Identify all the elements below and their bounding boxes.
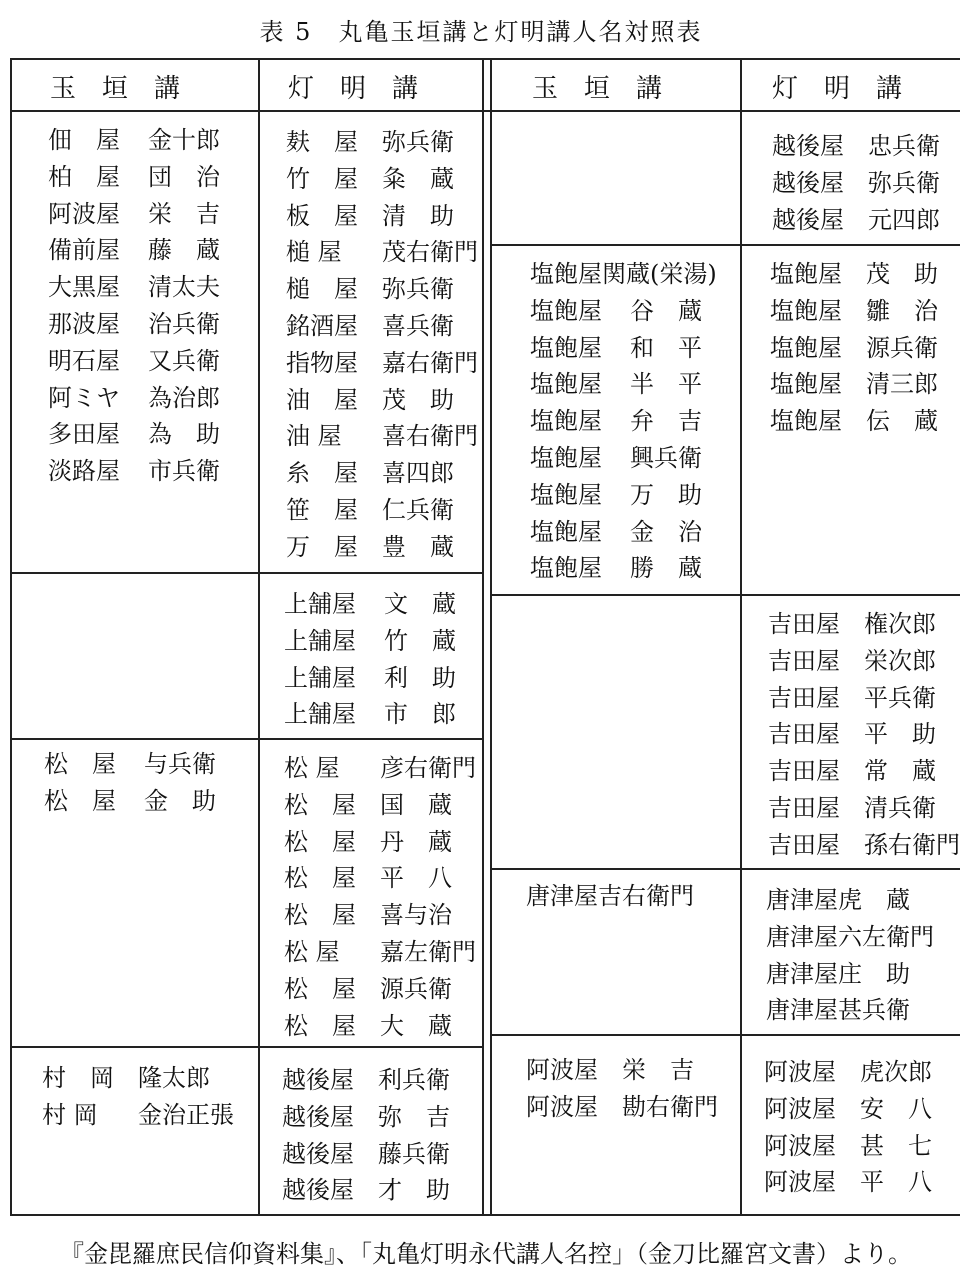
person-name: 竹 蔵 bbox=[384, 626, 456, 655]
shop-name: 越後屋 bbox=[282, 1066, 354, 1094]
person-name: 清三郎 bbox=[866, 370, 938, 399]
name-row bbox=[766, 882, 934, 919]
right-col-divider bbox=[740, 58, 742, 1216]
name-row bbox=[768, 680, 960, 717]
table-top-border bbox=[10, 58, 960, 60]
shop-name: 吉田屋 bbox=[768, 830, 840, 859]
shop-name: 吉田屋 bbox=[768, 720, 840, 749]
left-group-4-tomyo bbox=[282, 1062, 450, 1209]
name-row bbox=[284, 696, 456, 733]
right-group-5-tamagaki bbox=[526, 1052, 718, 1126]
name-row bbox=[48, 196, 220, 233]
person-name: 金 助 bbox=[144, 786, 216, 815]
name-row bbox=[772, 165, 940, 202]
shop-name: 塩飽屋 bbox=[530, 480, 602, 509]
shop-name: 越後屋 bbox=[772, 132, 844, 160]
name-row bbox=[764, 1128, 932, 1165]
name-row bbox=[526, 1089, 718, 1126]
shop-name: 越後屋 bbox=[772, 205, 844, 234]
shop-name: 板 屋 bbox=[286, 201, 358, 230]
person-name: 甚兵衛 bbox=[838, 996, 910, 1025]
person-name: 市兵衛 bbox=[148, 457, 220, 486]
name-row bbox=[286, 345, 478, 382]
shop-name: 塩飽屋 bbox=[770, 296, 842, 325]
shop-name: 松 屋 bbox=[284, 827, 356, 856]
person-name: 平 八 bbox=[380, 864, 452, 893]
person-name: 藤 蔵 bbox=[148, 236, 220, 265]
name-row bbox=[286, 529, 478, 566]
name-row bbox=[286, 124, 478, 161]
shop-name: 越後屋 bbox=[772, 168, 844, 197]
name-row bbox=[284, 860, 476, 897]
header-bottom-border bbox=[10, 110, 960, 112]
person-name: 伝 蔵 bbox=[866, 407, 938, 436]
person-name: 嘉右衛門 bbox=[382, 348, 478, 377]
name-row bbox=[768, 716, 960, 753]
name-row bbox=[282, 1062, 450, 1099]
person-name: 権次郎 bbox=[864, 610, 936, 638]
name-row bbox=[48, 159, 220, 196]
name-row bbox=[770, 403, 938, 440]
person-name: 源兵衛 bbox=[380, 974, 452, 1003]
shop-name: 塩飽屋 bbox=[770, 370, 842, 399]
left-group-3-tomyo bbox=[284, 750, 476, 1044]
shop-name: 那波屋 bbox=[48, 309, 120, 338]
shop-name: 塩飽屋 bbox=[770, 333, 842, 362]
shop-name: 村 岡 bbox=[42, 1100, 98, 1129]
person-name: 庄 助 bbox=[838, 959, 910, 988]
left-group-2-tomyo bbox=[284, 586, 456, 733]
shop-name: 阿波屋 bbox=[48, 199, 120, 228]
center-double-divider-a bbox=[482, 58, 484, 1216]
name-row bbox=[284, 623, 456, 660]
name-row bbox=[530, 514, 717, 551]
shop-name: 淡路屋 bbox=[48, 457, 120, 486]
left-col-divider bbox=[258, 58, 260, 1216]
shop-name: 阿波屋 bbox=[526, 1092, 598, 1121]
name-row bbox=[284, 1008, 476, 1045]
person-name: 虎 蔵 bbox=[838, 886, 910, 914]
shop-name: 唐津屋 bbox=[526, 882, 598, 910]
name-row bbox=[48, 232, 220, 269]
shop-name: 柏 屋 bbox=[48, 162, 120, 191]
left-group-3-tamagaki bbox=[44, 746, 216, 820]
right-group-2-tomyo bbox=[770, 256, 938, 440]
person-name: 半 平 bbox=[630, 370, 702, 399]
shop-name: 松 屋 bbox=[284, 864, 356, 893]
person-name: 市 郎 bbox=[384, 700, 456, 729]
source-footnote: 『金毘羅庶民信仰資料集』、「丸亀灯明永代講人名控」（金刀比羅宮文書）より。 bbox=[60, 1240, 912, 1268]
name-row bbox=[286, 308, 478, 345]
person-name: 弥兵衛 bbox=[382, 128, 454, 156]
name-row bbox=[44, 746, 216, 783]
name-row bbox=[772, 128, 940, 165]
person-name: 万 助 bbox=[630, 480, 702, 509]
person-name: 谷 蔵 bbox=[630, 296, 702, 325]
name-row bbox=[772, 202, 940, 239]
name-row bbox=[766, 956, 934, 993]
person-name: 嘉左衛門 bbox=[380, 937, 476, 966]
shop-name: 松 屋 bbox=[44, 786, 116, 815]
name-row bbox=[48, 380, 220, 417]
person-name: 弥兵衛 bbox=[382, 275, 454, 304]
header-tamagaki-right: 玉 垣 講 bbox=[532, 73, 663, 104]
person-name: 隆太郎 bbox=[138, 1064, 210, 1092]
shop-name: 吉田屋 bbox=[768, 793, 840, 822]
person-name: 平 八 bbox=[860, 1168, 932, 1197]
person-name: 彦右衛門 bbox=[380, 754, 476, 782]
shop-name: 糸 屋 bbox=[286, 459, 358, 488]
shop-name: 松 屋 bbox=[284, 754, 340, 782]
person-name: 清 助 bbox=[382, 201, 454, 230]
shop-name: 塩飽屋 bbox=[530, 370, 602, 399]
shop-name: 槌 屋 bbox=[286, 238, 342, 267]
right-group-separator bbox=[491, 1034, 960, 1036]
left-group-separator bbox=[10, 1046, 482, 1048]
shop-name: 吉田屋 bbox=[768, 683, 840, 712]
person-name: 吉右衛門 bbox=[598, 882, 694, 910]
name-row bbox=[768, 827, 960, 864]
shop-name: 松 屋 bbox=[44, 750, 116, 778]
person-name: 勝 蔵 bbox=[630, 554, 702, 583]
person-name: 茂 助 bbox=[866, 260, 938, 288]
shop-name: 吉田屋 bbox=[768, 646, 840, 675]
person-name: 栄 吉 bbox=[148, 199, 220, 228]
shop-name: 塩飽屋関蔵(栄湯) bbox=[530, 260, 717, 288]
name-row bbox=[282, 1099, 450, 1136]
shop-name: 油 屋 bbox=[286, 385, 358, 414]
person-name: 虎次郎 bbox=[860, 1058, 932, 1086]
person-name: 平兵衛 bbox=[864, 683, 936, 712]
person-name: 与兵衛 bbox=[144, 750, 216, 778]
person-name: 茂 助 bbox=[382, 385, 454, 414]
person-name: 栄次郎 bbox=[864, 646, 936, 675]
person-name: 治兵衛 bbox=[148, 309, 220, 338]
person-name: 又兵衛 bbox=[148, 346, 220, 375]
shop-name: 松 屋 bbox=[284, 790, 356, 819]
person-name: 勘右衛門 bbox=[622, 1092, 718, 1121]
person-name: 才 助 bbox=[378, 1176, 450, 1205]
person-name: 喜与治 bbox=[380, 901, 452, 930]
name-row bbox=[286, 271, 478, 308]
header-tomyo-right: 灯 明 講 bbox=[772, 73, 903, 104]
name-row bbox=[766, 919, 934, 956]
shop-name: 塩飽屋 bbox=[530, 333, 602, 362]
right-group-separator bbox=[491, 594, 960, 596]
person-name: 粂 蔵 bbox=[382, 164, 454, 193]
person-name: 喜兵衛 bbox=[382, 311, 454, 340]
left-group-separator bbox=[10, 738, 482, 740]
person-name: 弥 吉 bbox=[378, 1102, 450, 1131]
name-row bbox=[770, 366, 938, 403]
person-name: 団 治 bbox=[148, 162, 220, 191]
shop-name: 阿波屋 bbox=[764, 1168, 836, 1197]
name-row bbox=[530, 403, 717, 440]
shop-name: 佃 屋 bbox=[48, 126, 120, 154]
person-name: 清兵衛 bbox=[864, 793, 936, 822]
name-row bbox=[764, 1164, 932, 1201]
name-row bbox=[48, 416, 220, 453]
person-name: 金十郎 bbox=[148, 126, 220, 154]
name-row bbox=[48, 453, 220, 490]
shop-name: 阿波屋 bbox=[764, 1058, 836, 1086]
person-name: 清太夫 bbox=[148, 273, 220, 302]
name-row bbox=[44, 783, 216, 820]
shop-name: 阿ミヤ bbox=[48, 383, 120, 412]
person-name: 金 治 bbox=[630, 517, 702, 546]
person-name: 元四郎 bbox=[868, 205, 940, 234]
right-group-3-tomyo bbox=[768, 606, 960, 864]
right-group-1-tomyo bbox=[772, 128, 940, 238]
person-name: 常 蔵 bbox=[864, 757, 936, 786]
name-row bbox=[42, 1060, 234, 1097]
name-row bbox=[286, 492, 478, 529]
name-row bbox=[282, 1136, 450, 1173]
person-name: 仁兵衛 bbox=[382, 495, 454, 524]
name-row bbox=[770, 256, 938, 293]
person-name: 利兵衛 bbox=[378, 1066, 450, 1094]
person-name: 和 平 bbox=[630, 333, 702, 362]
right-group-separator bbox=[491, 244, 960, 246]
name-row bbox=[284, 586, 456, 623]
table-title: 表 5 丸亀玉垣講と灯明講人名対照表 bbox=[259, 18, 703, 46]
shop-name: 銘酒屋 bbox=[286, 311, 358, 340]
shop-name: 唐津屋 bbox=[766, 959, 838, 988]
name-row bbox=[286, 198, 478, 235]
name-row bbox=[530, 366, 717, 403]
person-name: 茂右衛門 bbox=[382, 238, 478, 267]
shop-name: 万 屋 bbox=[286, 532, 358, 561]
shop-name: 越後屋 bbox=[282, 1139, 354, 1168]
name-row bbox=[768, 643, 960, 680]
shop-name: 笹 屋 bbox=[286, 495, 358, 524]
person-name: 孫右衛門 bbox=[864, 830, 960, 859]
shop-name: 竹 屋 bbox=[286, 164, 358, 193]
person-name: 安 八 bbox=[860, 1094, 932, 1123]
name-row bbox=[284, 934, 476, 971]
shop-name: 村 岡 bbox=[42, 1064, 114, 1092]
right-group-2-tamagaki bbox=[530, 256, 717, 587]
name-row bbox=[48, 343, 220, 380]
name-row bbox=[768, 606, 960, 643]
name-row bbox=[764, 1091, 932, 1128]
right-group-5-tomyo bbox=[764, 1054, 932, 1201]
name-row bbox=[530, 256, 717, 293]
left-group-separator bbox=[10, 572, 482, 574]
name-row bbox=[286, 418, 478, 455]
header-tomyo-left: 灯 明 講 bbox=[288, 73, 419, 104]
shop-name: 上舗屋 bbox=[284, 626, 356, 655]
shop-name: 塩飽屋 bbox=[530, 517, 602, 546]
shop-name: 越後屋 bbox=[282, 1176, 354, 1205]
person-name: 弥兵衛 bbox=[868, 168, 940, 197]
person-name: 六左衛門 bbox=[838, 922, 934, 951]
shop-name: 塩飽屋 bbox=[530, 296, 602, 325]
right-group-separator bbox=[491, 868, 960, 870]
person-name: 為治郎 bbox=[148, 383, 220, 412]
name-row bbox=[284, 824, 476, 861]
shop-name: 油 屋 bbox=[286, 422, 342, 451]
shop-name: 塩飽屋 bbox=[770, 260, 842, 288]
person-name: 利 助 bbox=[384, 663, 456, 692]
name-row bbox=[284, 897, 476, 934]
name-row bbox=[286, 161, 478, 198]
person-name: 大 蔵 bbox=[380, 1011, 452, 1040]
person-name: 藤兵衛 bbox=[378, 1139, 450, 1168]
shop-name: 上舗屋 bbox=[284, 590, 356, 618]
name-row bbox=[284, 660, 456, 697]
shop-name: 塩飽屋 bbox=[530, 407, 602, 436]
shop-name: 上舗屋 bbox=[284, 700, 356, 729]
name-row bbox=[42, 1097, 234, 1134]
shop-name: 明石屋 bbox=[48, 346, 120, 375]
shop-name: 唐津屋 bbox=[766, 886, 838, 914]
shop-name: 塩飽屋 bbox=[770, 407, 842, 436]
person-name: 弁 吉 bbox=[630, 407, 702, 436]
name-row bbox=[768, 790, 960, 827]
shop-name: 上舗屋 bbox=[284, 663, 356, 692]
center-double-divider-b bbox=[490, 58, 492, 1216]
shop-name: 松 屋 bbox=[284, 974, 356, 1003]
person-name: 平 助 bbox=[864, 720, 936, 749]
name-row bbox=[530, 293, 717, 330]
name-row bbox=[764, 1054, 932, 1091]
shop-name: 塩飽屋 bbox=[530, 554, 602, 583]
shop-name: 多田屋 bbox=[48, 420, 120, 449]
shop-name: 大黒屋 bbox=[48, 273, 120, 302]
person-name: 金治正張 bbox=[138, 1100, 234, 1129]
left-group-1-tomyo bbox=[286, 124, 478, 566]
header-tamagaki-left: 玉 垣 講 bbox=[50, 73, 181, 104]
name-row bbox=[48, 269, 220, 306]
name-row bbox=[282, 1172, 450, 1209]
name-row bbox=[284, 750, 476, 787]
left-group-1-tamagaki bbox=[48, 122, 220, 490]
person-name: 国 蔵 bbox=[380, 790, 452, 819]
shop-name: 唐津屋 bbox=[766, 996, 838, 1025]
name-row bbox=[286, 382, 478, 419]
name-row bbox=[768, 753, 960, 790]
person-name: 源兵衛 bbox=[866, 333, 938, 362]
name-row bbox=[286, 234, 478, 271]
shop-name: 吉田屋 bbox=[768, 757, 840, 786]
name-row bbox=[770, 330, 938, 367]
shop-name: 塩飽屋 bbox=[530, 443, 602, 472]
person-name: 喜四郎 bbox=[382, 459, 454, 488]
shop-name: 松 屋 bbox=[284, 1011, 356, 1040]
name-row bbox=[526, 1052, 718, 1089]
name-row bbox=[48, 122, 220, 159]
table-bottom-border bbox=[10, 1214, 960, 1216]
shop-name: 唐津屋 bbox=[766, 922, 838, 951]
left-group-4-tamagaki bbox=[42, 1060, 234, 1134]
name-row bbox=[530, 440, 717, 477]
person-name: 豊 蔵 bbox=[382, 532, 454, 561]
shop-name: 越後屋 bbox=[282, 1102, 354, 1131]
person-name: 喜右衛門 bbox=[382, 422, 478, 451]
name-row bbox=[526, 878, 694, 915]
shop-name: 阿波屋 bbox=[764, 1094, 836, 1123]
right-group-4-tomyo bbox=[766, 882, 934, 1029]
name-row bbox=[530, 550, 717, 587]
shop-name: 指物屋 bbox=[286, 348, 358, 377]
shop-name: 備前屋 bbox=[48, 236, 120, 265]
person-name: 雛 治 bbox=[866, 296, 938, 325]
table-left-border bbox=[10, 58, 12, 1216]
person-name: 甚 七 bbox=[860, 1131, 932, 1160]
shop-name: 槌 屋 bbox=[286, 275, 358, 304]
shop-name: 松 屋 bbox=[284, 937, 340, 966]
person-name: 文 蔵 bbox=[384, 590, 456, 618]
right-group-4-tamagaki bbox=[526, 878, 694, 915]
person-name: 忠兵衛 bbox=[868, 132, 940, 160]
person-name: 興兵衛 bbox=[630, 443, 702, 472]
shop-name: 阿波屋 bbox=[764, 1131, 836, 1160]
name-row bbox=[284, 787, 476, 824]
shop-name: 阿波屋 bbox=[526, 1056, 598, 1084]
name-row bbox=[530, 477, 717, 514]
name-row bbox=[770, 293, 938, 330]
shop-name: 吉田屋 bbox=[768, 610, 840, 638]
person-name: 丹 蔵 bbox=[380, 827, 452, 856]
person-name: 栄 吉 bbox=[622, 1056, 694, 1084]
shop-name: 麸 屋 bbox=[286, 128, 358, 156]
shop-name: 松 屋 bbox=[284, 901, 356, 930]
name-row bbox=[48, 306, 220, 343]
name-row bbox=[530, 330, 717, 367]
person-name: 為 助 bbox=[148, 420, 220, 449]
name-row bbox=[286, 455, 478, 492]
name-row bbox=[766, 992, 934, 1029]
name-row bbox=[284, 971, 476, 1008]
